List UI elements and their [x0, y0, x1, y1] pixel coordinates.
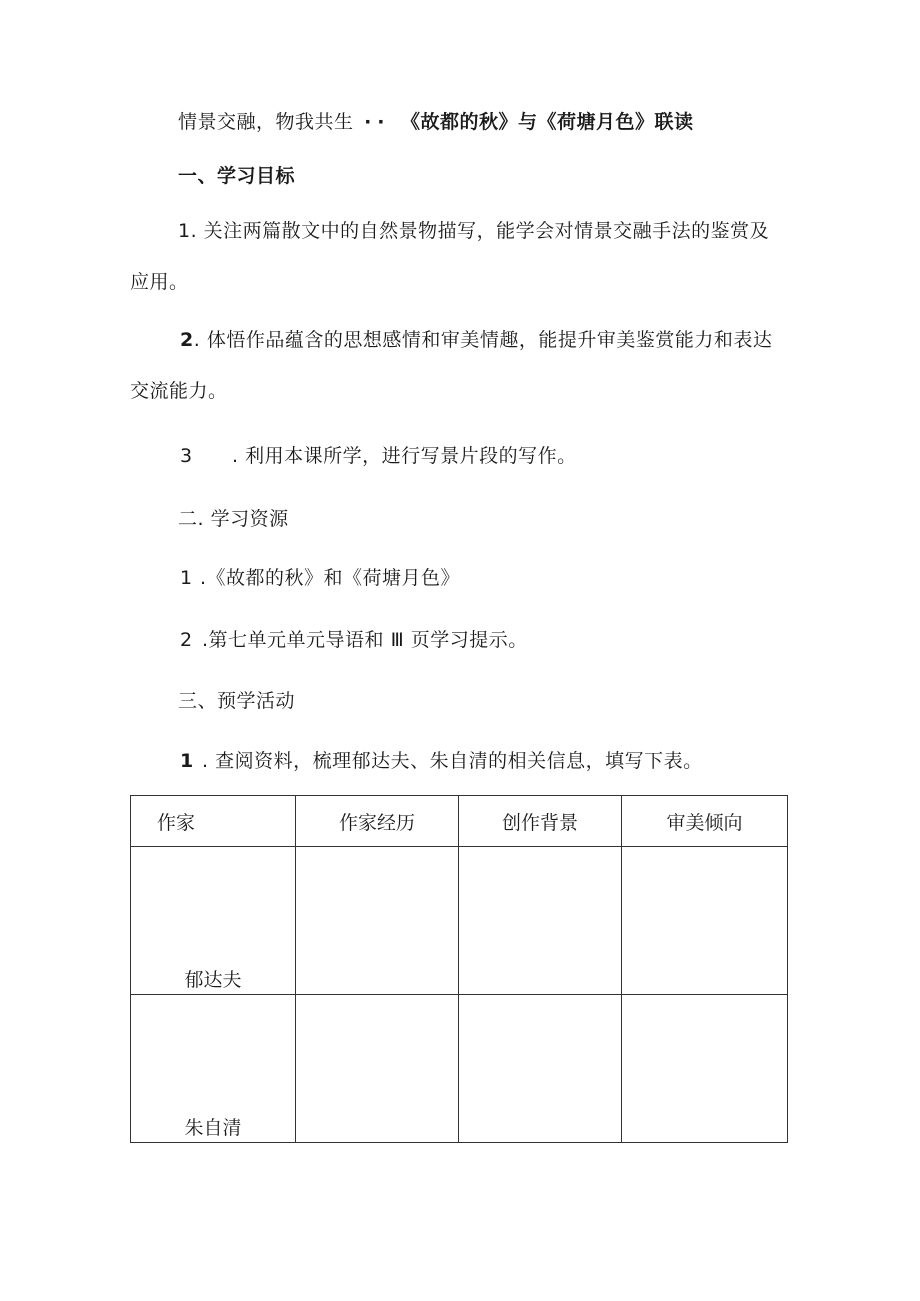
aesthetic-cell[interactable] — [622, 847, 788, 995]
table-header-aesthetic: 审美倾向 — [622, 796, 788, 847]
resource-item-1 — [180, 566, 460, 590]
resource-item-2 — [180, 628, 528, 652]
section-heading-goals: 一、学习目标 — [178, 165, 296, 187]
goal-item-2-line-2: 交流能力。 — [130, 380, 228, 402]
resource-item-2-text: .第七单元单元导语和 Ⅲ 页学习提示。 — [202, 629, 528, 651]
page-title — [178, 110, 694, 134]
title-lead: 情景交融，物我共生 — [178, 111, 354, 133]
aesthetic-cell[interactable] — [622, 995, 788, 1143]
experience-cell[interactable] — [296, 995, 459, 1143]
title-rest: 《故都的秋》与《荷塘月色》联读 — [401, 111, 694, 133]
goal-item-3-number: 3 — [180, 445, 193, 467]
table-header-row — [131, 796, 788, 847]
goal-item-2-line-1 — [180, 328, 772, 352]
section-heading-prestudy: 三、预学活动 — [178, 690, 296, 712]
table-header-experience: 作家经历 — [296, 796, 459, 847]
goal-item-1-line-1: 1. 关注两篇散文中的自然景物描写，能学会对情景交融手法的鉴赏及 — [178, 220, 770, 242]
experience-cell[interactable] — [296, 847, 459, 995]
resource-item-2-number: 2 — [180, 629, 193, 651]
table-row — [131, 995, 788, 1143]
goal-item-2-text: . 体悟作品蕴含的思想感情和审美情趣，能提升审美鉴赏能力和表达 — [193, 329, 773, 351]
section-heading-resources: 二. 学习资源 — [178, 508, 289, 530]
background-cell[interactable] — [459, 847, 622, 995]
goal-item-2-number: 2 — [180, 329, 194, 351]
goal-item-3-text: . 利用本课所学，进行写景片段的写作。 — [232, 445, 577, 467]
resource-item-1-text: .《故都的秋》和《荷塘月色》 — [200, 567, 461, 589]
table-header-author: 作家 — [131, 796, 296, 847]
goal-item-3 — [180, 444, 577, 468]
resource-item-1-number: 1 — [180, 567, 193, 589]
prestudy-item-1 — [180, 749, 703, 773]
table-header-background: 创作背景 — [459, 796, 622, 847]
goal-item-1-line-2: 应用。 — [130, 271, 189, 293]
title-dots: ·· — [364, 111, 391, 133]
prestudy-item-1-text: . 查阅资料，梳理郁达夫、朱自清的相关信息，填写下表。 — [202, 750, 703, 772]
author-cell: 朱自清 — [131, 995, 296, 1143]
prestudy-item-1-number: 1 — [180, 750, 194, 772]
author-cell: 郁达夫 — [131, 847, 296, 995]
table-row — [131, 847, 788, 995]
author-info-table — [130, 795, 788, 1143]
background-cell[interactable] — [459, 995, 622, 1143]
